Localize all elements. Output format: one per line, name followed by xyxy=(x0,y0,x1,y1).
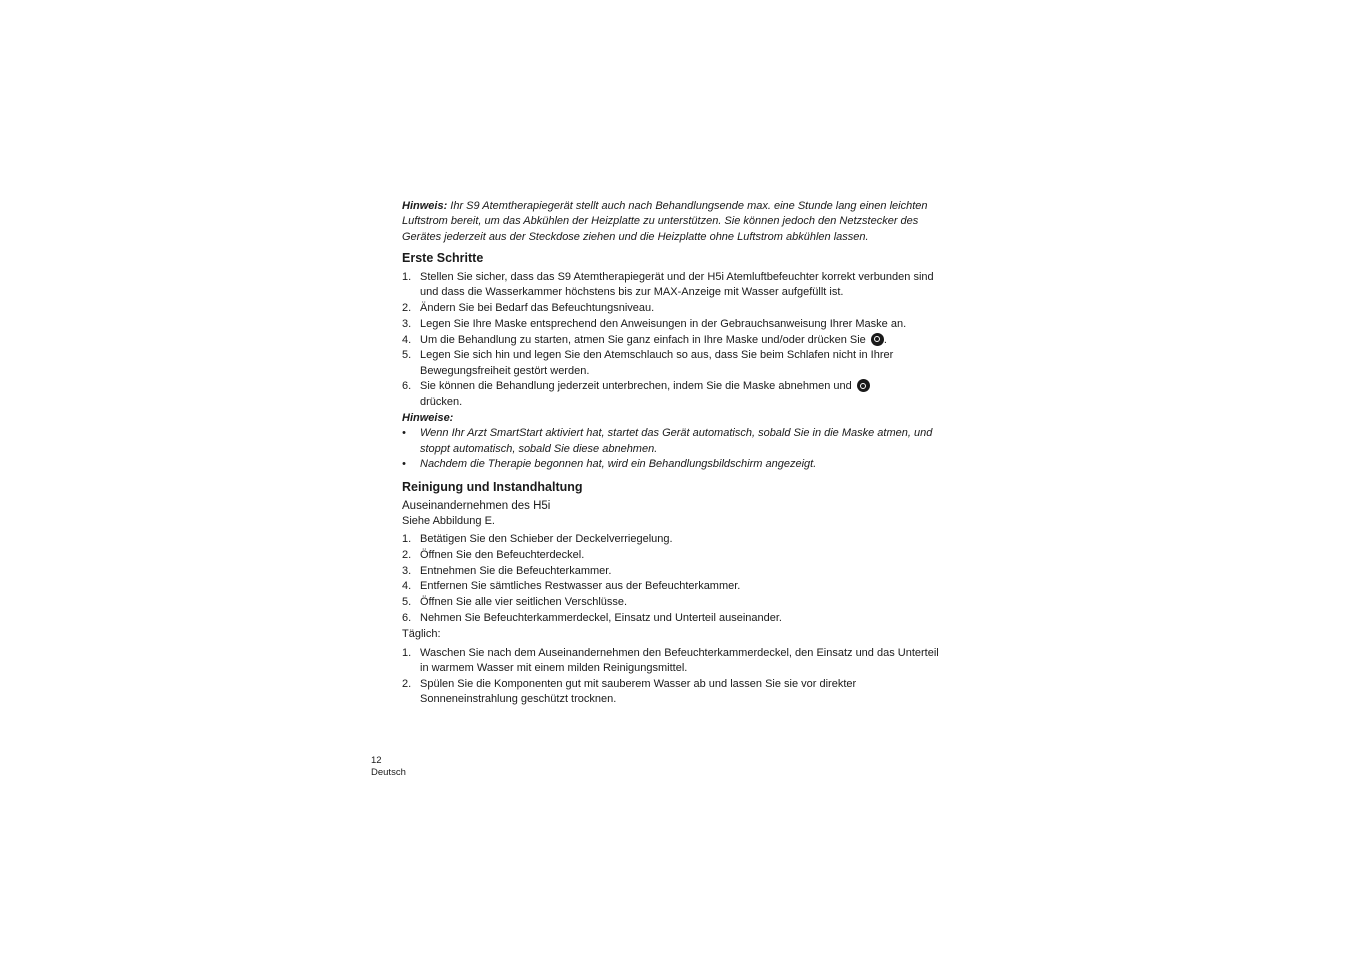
list-item xyxy=(402,317,942,332)
list-number: 1. xyxy=(402,646,412,659)
list-item-text: Öffnen Sie alle vier seitlichen Verschlüsse. xyxy=(420,596,628,609)
list-number: 5. xyxy=(402,596,412,609)
bullet-marker: • xyxy=(402,427,406,440)
list-number: 4. xyxy=(402,580,412,593)
subsection-title: Auseinandernehmen des H5i xyxy=(402,499,551,512)
list-item xyxy=(402,677,942,708)
bullet-text: Nachdem die Therapie begonnen hat, wird ein Behandlungsbildschirm angezeigt. xyxy=(420,458,817,471)
start-stop-button-icon xyxy=(871,333,884,346)
list-item-text: Waschen Sie nach dem Auseinandernehmen den Befeuchterkammerdeckel, den Einsatz und das Unterteil in warmem Wasser mit einem milden Reinigungsmittel. xyxy=(420,646,939,674)
list-number: 1. xyxy=(402,270,412,283)
list-item xyxy=(402,579,942,594)
reinigung-list xyxy=(402,532,942,626)
bullet-item xyxy=(402,426,942,457)
list-number: 2. xyxy=(402,548,412,561)
list-item-text: Legen Sie Ihre Maske entsprechend den Anweisungen in der Gebrauchsanweisung Ihrer Maske an. xyxy=(420,317,907,330)
erste-schritte-list xyxy=(402,270,942,410)
list-item xyxy=(402,548,942,563)
list-item xyxy=(402,270,942,301)
list-item-text: Entnehmen Sie die Befeuchterkammer. xyxy=(420,564,612,577)
start-stop-button-icon xyxy=(857,379,870,392)
list-number: 6. xyxy=(402,612,412,625)
section-title-reinigung: Reinigung und Instandhaltung xyxy=(402,479,583,494)
list-item-text: Um die Behandlung zu starten, atmen Sie ganz einfach in Ihre Maske und/oder drücken Sie xyxy=(420,333,866,346)
note-label: Hinweis: xyxy=(402,200,448,212)
bullet-text: Wenn Ihr Arzt SmartStart aktiviert hat, startet das Gerät automatisch, sobald Sie in die Maske atmen, und stoppt automatisch, sobald Sie diese abnehmen. xyxy=(420,427,933,455)
list-item xyxy=(402,301,942,316)
notes-title: Hinweise: xyxy=(402,412,454,425)
list-number: 2. xyxy=(402,301,412,314)
list-item-text: Legen Sie sich hin und legen Sie den Atemschlauch so aus, dass Sie beim Schlafen nicht in Ihrer Bewegungsfreiheit gestört werden. xyxy=(420,349,894,377)
page-footer xyxy=(371,755,406,779)
note-text: Ihr S9 Atemtherapiegerät stellt auch nach Behandlungsende max. eine Stunde lang einen leichten Luftstrom bereit, um das Abkühlen der Heizplatte zu unterstützen. Sie können jedoch den Netzstecker des Gerätes jederzeit aus der Steckdose ziehen und die Heizplatte ohne Luftstrom abkühlen lassen. xyxy=(402,200,928,243)
page-number: 12 xyxy=(371,755,382,766)
list-item-suffix: . xyxy=(883,333,887,346)
footer-language: Deutsch xyxy=(371,767,406,778)
list-item xyxy=(402,532,942,547)
list-item xyxy=(402,379,942,410)
list-item xyxy=(402,564,942,579)
list-item-suffix: drücken. xyxy=(420,395,463,408)
bullet-marker: • xyxy=(402,458,406,471)
list-item-text: Stellen Sie sicher, dass das S9 Atemtherapiegerät und der H5i Atemluftbefeuchter korrekt verbunden sind und dass die Wasserkammer höchstens bis zur MAX-Anzeige mit Wasser aufgefüllt ist. xyxy=(420,270,934,299)
list-number: 2. xyxy=(402,677,412,690)
list-item-text: Ändern Sie bei Bedarf das Befeuchtungsniveau. xyxy=(420,301,655,314)
list-item-text: Sie können die Behandlung jederzeit unterbrechen, indem Sie die Maske abnehmen und xyxy=(420,380,852,393)
list-number: 1. xyxy=(402,533,412,546)
list-item xyxy=(402,348,942,379)
section-title-erste-schritte: Erste Schritte xyxy=(402,250,484,265)
list-item xyxy=(402,611,942,626)
daily-title: Täglich: xyxy=(402,628,441,641)
list-number: 5. xyxy=(402,349,412,362)
see-figure-text: Siehe Abbildung E. xyxy=(402,514,495,527)
list-item xyxy=(402,595,942,610)
page-content xyxy=(402,199,942,708)
list-item-text: Spülen Sie die Komponenten gut mit sauberem Wasser ab und lassen Sie sie vor direkter Sonneneinstrahlung geschützt trocknen. xyxy=(420,677,857,706)
bullet-item xyxy=(402,457,942,472)
list-number: 3. xyxy=(402,317,412,330)
list-number: 6. xyxy=(402,380,412,393)
notes-list xyxy=(402,426,942,472)
list-item-text: Betätigen Sie den Schieber der Deckelverriegelung. xyxy=(420,533,673,546)
list-item xyxy=(402,646,942,677)
daily-list xyxy=(402,646,942,708)
list-item-text: Entfernen Sie sämtliches Restwasser aus der Befeuchterkammer. xyxy=(420,580,741,593)
list-number: 3. xyxy=(402,564,412,577)
note-paragraph xyxy=(402,199,942,245)
list-item-text: Nehmen Sie Befeuchterkammerdeckel, Einsatz und Unterteil auseinander. xyxy=(420,612,782,625)
list-item xyxy=(402,333,942,348)
list-number: 4. xyxy=(402,333,412,346)
list-item-text: Öffnen Sie den Befeuchterdeckel. xyxy=(420,548,585,561)
